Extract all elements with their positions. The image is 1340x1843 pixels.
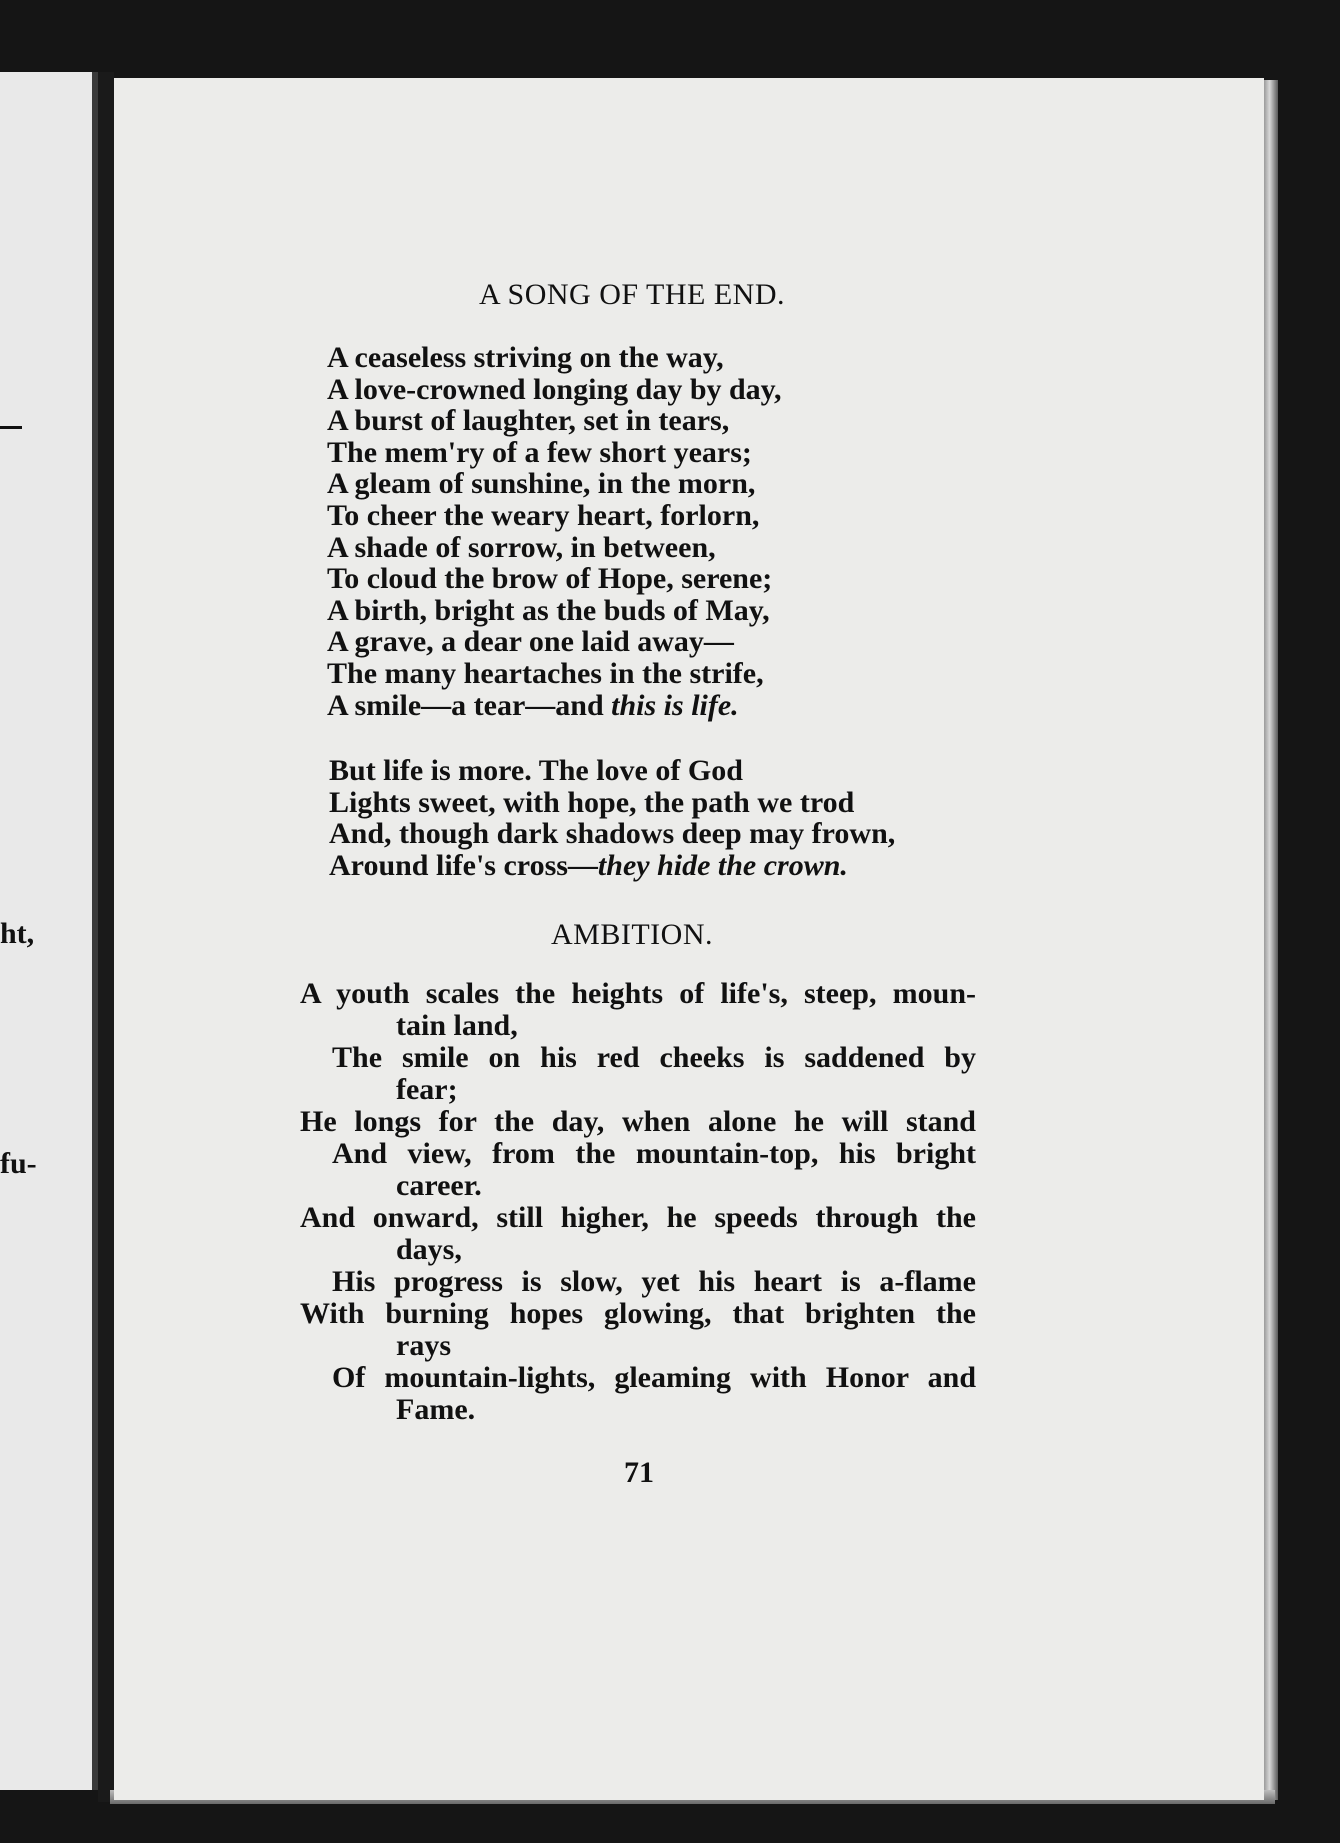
poem-line: A youth scales the heights of life's, steep, moun-	[300, 977, 976, 1010]
poem-line: The many heartaches in the strife,	[327, 656, 764, 690]
poem-line: The mem'ry of a few short years;	[327, 435, 752, 469]
poem-line-continuation: career.	[396, 1169, 482, 1202]
facing-page-rule	[0, 426, 22, 429]
facing-page	[0, 72, 98, 1790]
poem-line: To cloud the brow of Hope, serene;	[327, 562, 773, 596]
poem-line: And, though dark shadows deep may frown,	[329, 817, 896, 851]
poem-line-emphasis: this is life.	[611, 688, 739, 722]
poem-line: To cheer the weary heart, forlorn,	[327, 498, 760, 532]
poem-line-text: Around life's cross—	[329, 848, 598, 882]
facing-page-fragment: ht,	[0, 917, 35, 950]
poem-line: And onward, still higher, he speeds through the	[300, 1201, 976, 1234]
poem-title: AMBITION.	[551, 918, 713, 951]
poem-line: And view, from the mountain-top, his bright	[332, 1137, 976, 1170]
poem-line-continuation: fear;	[396, 1073, 458, 1106]
poem-line: A gleam of sunshine, in the morn,	[327, 467, 756, 501]
poem-body	[300, 978, 976, 1426]
poem-stanza	[329, 755, 895, 881]
poem-line: He longs for the day, when alone he will stand	[300, 1105, 976, 1138]
poem-line: A birth, bright as the buds of May,	[327, 593, 770, 627]
poem-line: A love-crowned longing day by day,	[327, 372, 782, 406]
poem-line: But life is more. The love of God	[329, 754, 743, 787]
poem-line-emphasis: they hide the crown.	[597, 848, 848, 882]
poem-line-continuation: tain land,	[396, 1009, 518, 1042]
poem-line: A shade of sorrow, in between,	[327, 530, 716, 564]
page-number: 71	[624, 1456, 654, 1489]
poem-line-continuation: Fame.	[396, 1393, 476, 1426]
poem-line: A ceaseless striving on the way,	[327, 341, 724, 374]
poem-line	[329, 850, 895, 882]
facing-page-fragment: fu-	[0, 1147, 37, 1180]
poem-line-continuation: rays	[396, 1329, 451, 1362]
page-edge	[1264, 80, 1278, 1800]
poem-line: The smile on his red cheeks is saddened by	[332, 1041, 976, 1074]
poem-stanza	[327, 342, 782, 721]
poem-line: With burning hopes glowing, that brighten the	[300, 1297, 976, 1330]
poem-line-continuation: days,	[396, 1233, 462, 1266]
poem-line: Of mountain-lights, gleaming with Honor and	[332, 1361, 976, 1394]
poem-line	[327, 690, 782, 722]
poem-line: His progress is slow, yet his heart is a-flame	[332, 1265, 976, 1298]
poem-title: A SONG OF THE END.	[479, 278, 785, 311]
book-gutter	[98, 72, 114, 1802]
poem-line: A grave, a dear one laid away—	[327, 625, 734, 659]
book-page	[114, 78, 1264, 1800]
poem-line: Lights sweet, with hope, the path we trod	[329, 785, 855, 819]
poem-line-text: A smile—a tear—and	[327, 688, 612, 722]
poem-line: A burst of laughter, set in tears,	[327, 404, 730, 438]
